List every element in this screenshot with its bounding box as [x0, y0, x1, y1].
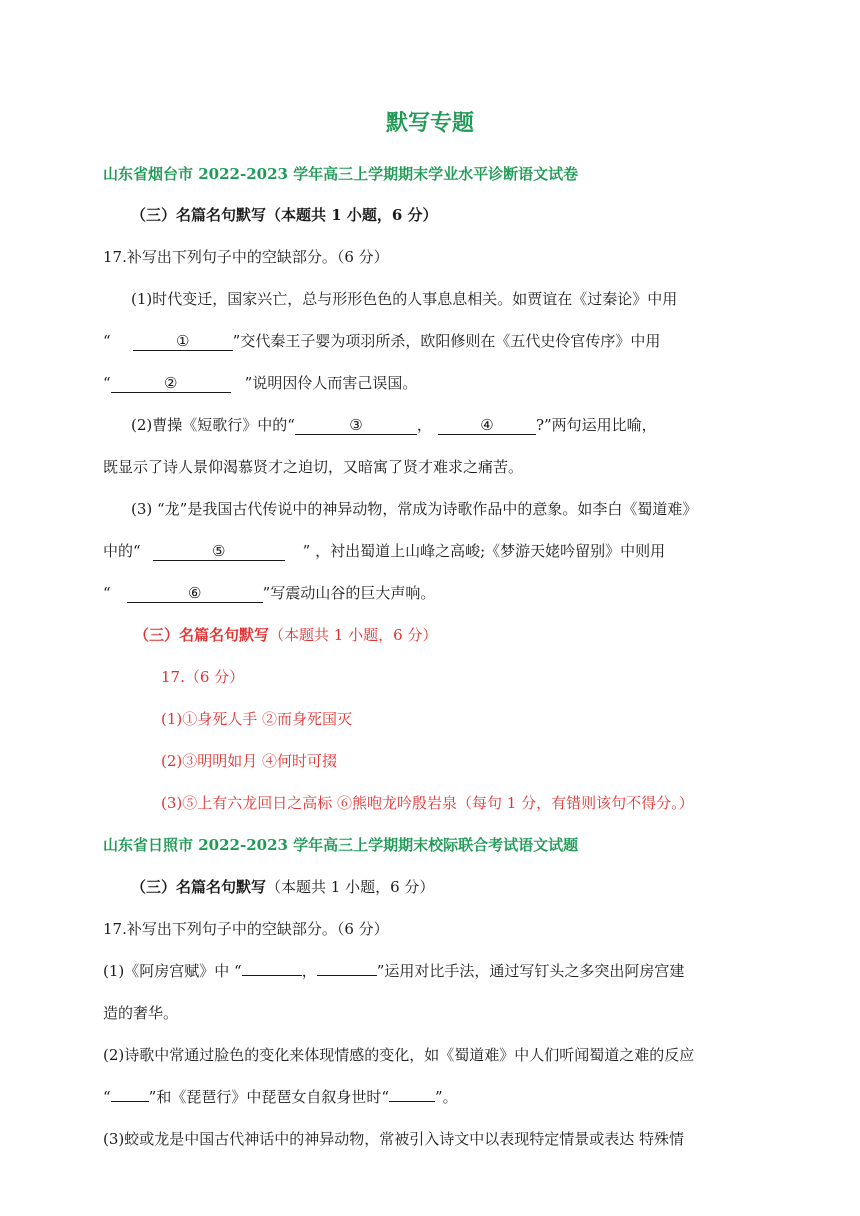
s1-p1-line1: (1)时代变迁，国家兴亡，总与形形色色的人事息息相关。如贾谊在《过秦论》中用 [131, 290, 678, 308]
comma: ， [416, 416, 432, 434]
blank-b [317, 975, 377, 976]
s1-p3-line2 [103, 541, 665, 561]
s1-p1-line2-text: ”交代秦王子婴为项羽所杀，欧阳修则在《五代史伶官传序》中用 [232, 332, 661, 350]
s2-p2-end: ”。 [435, 1088, 458, 1106]
answer-1: (1)①身死人手 ②而身死国灭 [161, 710, 353, 728]
s1-p2-suffix: ?”两句运用比喻， [535, 416, 657, 434]
s1-p3-line3 [103, 583, 435, 603]
open-quote: “ [103, 374, 111, 392]
section1-part-heading: （三）名篇名句默写（本题共 1 小题，6 分） [131, 206, 438, 224]
blank-3: ③ [295, 416, 417, 435]
blank-5: ⑤ [153, 542, 285, 561]
blank-2: ② [111, 374, 231, 393]
section2-part-heading [131, 877, 434, 897]
s1-p1-line3-text: ”说明因伶人而害己误国。 [244, 374, 418, 392]
s2-p1-line1 [103, 961, 684, 981]
section2-part-heading-rest: （本题共 1 小题，6 分） [266, 878, 435, 896]
s2-p2-mid: ”和《琵琶行》中琵琶女自叙身世时“ [148, 1088, 390, 1106]
blank-4: ④ [438, 416, 536, 435]
section2-question-intro: 17.补写出下列句子中的空缺部分。（6 分） [103, 920, 389, 938]
open-quote: “ [103, 1088, 111, 1106]
open-quote: “ [103, 332, 111, 350]
s2-p1-prefix: (1)《阿房宫赋》中 “ [103, 962, 242, 980]
answer-heading [134, 625, 437, 645]
answer-3: (3)⑤上有六龙回日之高标 ⑥熊咆龙吟殷岩泉（每句 1 分，有错则该句不得分。） [161, 794, 694, 812]
s1-p3-prefix: 中的“ [103, 542, 141, 560]
s2-p1-suffix: ”运用对比手法，通过写钉头之多突出阿房宫建 [376, 962, 685, 980]
s2-p2-line2 [103, 1087, 458, 1107]
answer-heading-bold: （三）名篇名句默写 [134, 626, 270, 644]
s1-p3-line3-text: ”写震动山谷的巨大声响。 [262, 584, 436, 602]
s1-p3-line2-text: ” ，衬出蜀道上山峰之高峻;《梦游天姥吟留别》中则用 [302, 542, 666, 560]
s2-p1-line2: 造的奢华。 [103, 1004, 179, 1022]
answer-2: (2)③明明如月 ④何时可掇 [161, 752, 338, 770]
section1-question-intro: 17.补写出下列句子中的空缺部分。（6 分） [103, 248, 389, 266]
s1-p3-line1: (3) “龙”是我国古代传说中的神异动物，常成为诗歌作品中的意象。如李白《蜀道难》 [131, 500, 698, 518]
open-quote: “ [103, 584, 111, 602]
blank-1: ① [133, 332, 233, 351]
s1-p2-line1 [131, 415, 657, 435]
answer-question: 17.（6 分） [161, 668, 245, 686]
page-title: 默写专题 [385, 110, 474, 136]
section2-heading: 山东省日照市 2022-2023 学年高三上学期期末校际联合考试语文试题 [103, 836, 579, 854]
blank-6: ⑥ [127, 584, 263, 603]
blank-d [389, 1101, 435, 1102]
answer-heading-rest: （本题共 1 小题，6 分） [269, 626, 438, 644]
section1-heading: 山东省烟台市 2022-2023 学年高三上学期期末学业水平诊断语文试卷 [103, 165, 579, 183]
s2-p3-line1: (3)蛟或龙是中国古代神话中的神异动物，常被引入诗文中以表现特定情景或表达 特殊情 [103, 1130, 685, 1148]
blank-c [111, 1101, 149, 1102]
comma: ， [301, 962, 317, 980]
s1-p1-line2 [103, 331, 660, 351]
blank-a [242, 975, 302, 976]
section2-part-heading-bold: （三）名篇名句默写 [131, 878, 267, 896]
s1-p1-line3 [103, 373, 417, 393]
s1-p2-prefix: (2)曹操《短歌行》中的“ [131, 416, 295, 434]
s1-p2-line2: 既显示了诗人景仰渴慕贤才之迫切，又暗寓了贤才难求之痛苦。 [103, 458, 524, 476]
s2-p2-line1: (2)诗歌中常通过脸色的变化来体现情感的变化，如《蜀道难》中人们听闻蜀道之难的反应 [103, 1046, 695, 1064]
